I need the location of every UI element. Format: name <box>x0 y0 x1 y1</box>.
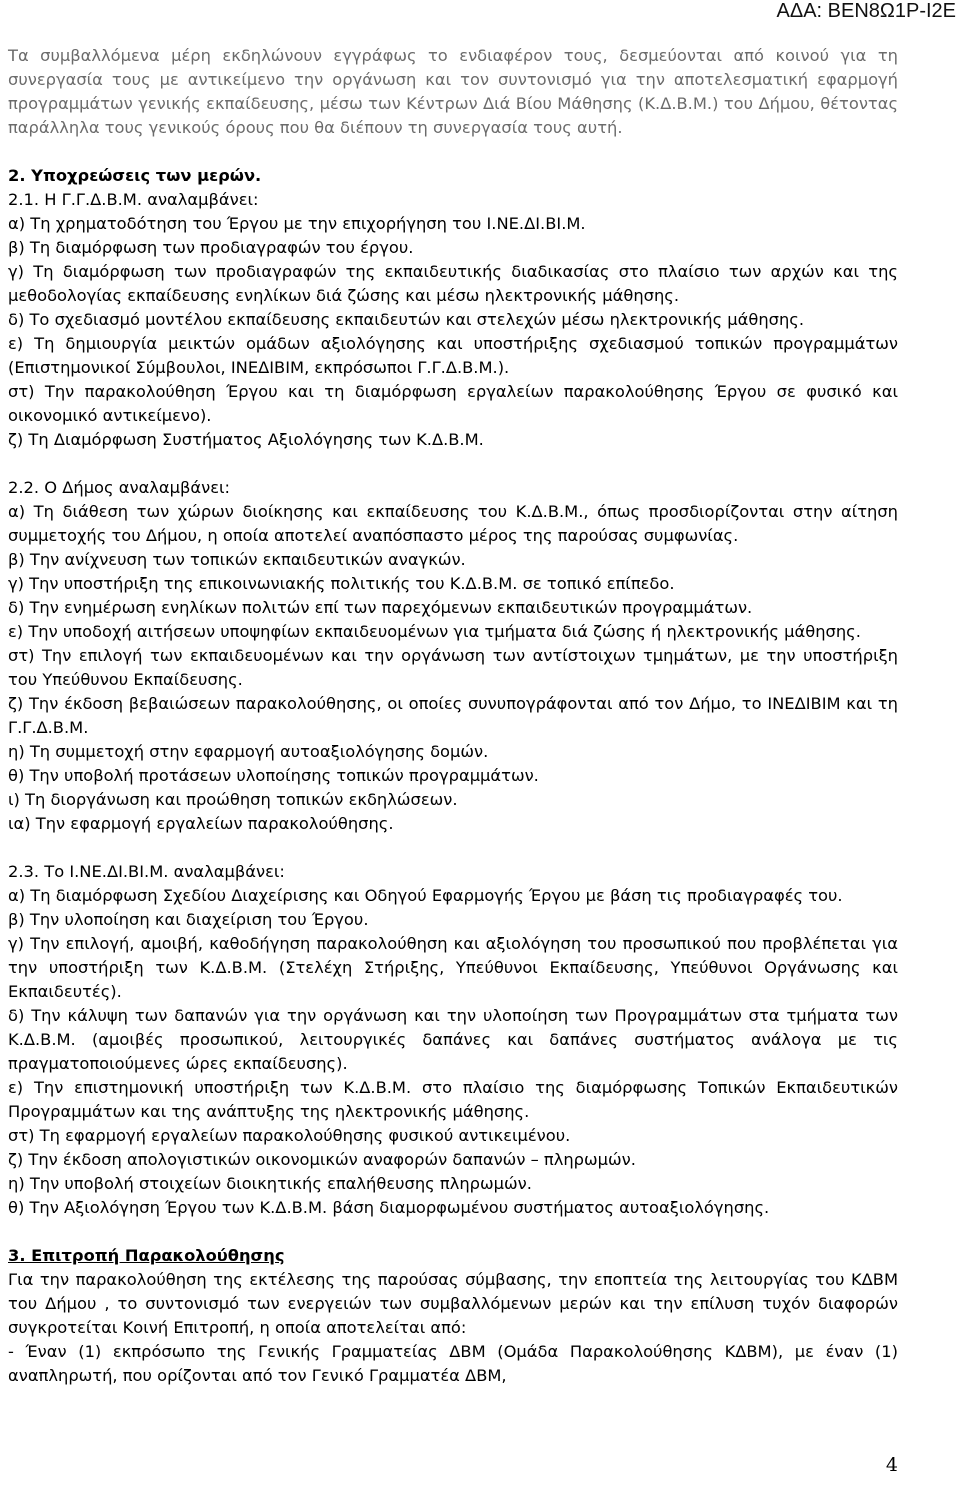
list-item: στ) Την παρακολούθηση Έργου και τη διαμόρφωση εργαλείων παρακολούθησης Έργου σε φυσικό και οικονομικό αντικείμενο). <box>8 382 898 425</box>
list-item: ι) Τη διοργάνωση και προώθηση τοπικών εκδηλώσεων. <box>8 790 458 809</box>
section-2-1-list <box>8 212 898 452</box>
section-2-heading: 2. Υποχρεώσεις των μερών. <box>8 166 262 185</box>
list-item: ζ) Την έκδοση βεβαιώσεων παρακολούθησης, οι οποίες συνυπογράφονται από τον Δήμο, το ΙΝΕΔΙΒΙΜ και τη Γ.Γ.Δ.Β.Μ. <box>8 694 898 737</box>
list-item: δ) Το σχεδιασμό μοντέλου εκπαίδευσης εκπαιδευτών και στελεχών μέσω ηλεκτρονικής μάθησης. <box>8 310 805 329</box>
list-item: στ) Τη εφαρμογή εργαλείων παρακολούθησης φυσικού αντικειμένου. <box>8 1126 571 1145</box>
list-item: β) Τη διαμόρφωση των προδιαγραφών του έργου. <box>8 238 414 257</box>
list-item: η) Τη συμμετοχή στην εφαρμογή αυτοαξιολόγησης δομών. <box>8 742 489 761</box>
list-item: β) Την ανίχνευση των τοπικών εκπαιδευτικών αναγκών. <box>8 550 466 569</box>
document-code: ΑΔΑ: ΒΕΝ8Ω1Ρ-Ι2Ε <box>776 0 956 22</box>
list-item: γ) Τη διαμόρφωση των προδιαγραφών της εκπαιδευτικής διαδικασίας στο πλαίσιο των αρχών και της μεθοδολογίας εκπαίδευσης ενηλίκων διά ζώσης και μέσω ηλεκτρονικής μάθησης. <box>8 262 898 305</box>
list-item: ε) Την υποδοχή αιτήσεων υποψηφίων εκπαιδευομένων για τμήματα διά ζώσης ή ηλεκτρονικής μάθησης. <box>8 622 861 641</box>
section-2-1-heading: 2.1. Η Γ.Γ.Δ.Β.Μ. αναλαμβάνει: <box>8 190 259 209</box>
page-number: 4 <box>885 1454 898 1476</box>
list-item: η) Την υποβολή στοιχείων διοικητικής επαλήθευσης πληρωμών. <box>8 1174 532 1193</box>
list-item: γ) Την επιλογή, αμοιβή, καθοδήγηση παρακολούθηση και αξιολόγηση του προσωπικού που προβλέπεται για την υποστήριξη των Κ.Δ.Β.Μ. (Στελέχη Στήριξης, Υπεύθυνοι Εκπαίδευσης, Υπεύθυνοι Οργάνωσης και Εκπαιδευτές). <box>8 934 898 1001</box>
list-item: ια) Την εφαρμογή εργαλείων παρακολούθησης. <box>8 814 394 833</box>
list-item: β) Την υλοποίηση και διαχείριση του Έργου. <box>8 910 369 929</box>
list-item: α) Τη χρηματοδότηση του Έργου με την επιχορήγηση του Ι.ΝΕ.ΔΙ.ΒΙ.Μ. <box>8 214 586 233</box>
section-2-2-heading: 2.2. Ο Δήμος αναλαμβάνει: <box>8 478 231 497</box>
list-item: ε) Τη δημιουργία μεικτών ομάδων αξιολόγησης και υποστήριξης σχεδιασμού τοπικών προγραμμάτων (Επιστημονικοί Σύμβουλοι, ΙΝΕΔΙΒΙΜ, εκπρόσωποι Γ.Γ.Δ.Β.Μ.). <box>8 334 898 377</box>
section-3-heading: 3. Επιτροπή Παρακολούθησης <box>8 1246 285 1265</box>
section-2-3-list <box>8 884 898 1220</box>
list-item: α) Τη διάθεση των χώρων διοίκησης και εκπαίδευσης του Κ.Δ.Β.Μ., όπως προσδιορίζονται στην αίτηση συμμετοχής του Δήμου, η οποία αποτελεί αναπόσπαστο μέρος της παρούσας συμφωνίας. <box>8 502 898 545</box>
section-3-text: Για την παρακολούθηση της εκτέλεσης της παρούσας σύμβασης, την εποπτεία της λειτουργίας του ΚΔΒΜ του Δήμου , το συντονισμό των ενεργειών των συμβαλλόμενων μερών και την επίλυση τυχόν διαφορών συγκροτείται Κοινή Επιτροπή, η οποία αποτελείται από: <box>8 1270 898 1337</box>
list-item: ζ) Την έκδοση απολογιστικών οικονομικών αναφορών δαπανών – πληρωμών. <box>8 1150 636 1169</box>
list-item: ε) Την επιστημονική υποστήριξη των Κ.Δ.Β.Μ. στο πλαίσιο της διαμόρφωσης Τοπικών Εκπαιδευτικών Προγραμμάτων και της ανάπτυξης της ηλεκτρονικής μάθησης. <box>8 1078 898 1121</box>
list-item: θ) Την υποβολή προτάσεων υλοποίησης τοπικών προγραμμάτων. <box>8 766 539 785</box>
section-2-2-list <box>8 500 898 836</box>
section-3-bullet: - Έναν (1) εκπρόσωπο της Γενικής Γραμματείας ΔΒΜ (Ομάδα Παρακολούθησης ΚΔΒΜ), με έναν (1) αναπληρωτή, που ορίζονται από τον Γενικό Γραμματέα ΔΒΜ, <box>8 1342 898 1385</box>
list-item: δ) Την ενημέρωση ενηλίκων πολιτών επί των παρεχόμενων εκπαιδευτικών προγραμμάτων. <box>8 598 753 617</box>
list-item: α) Τη διαμόρφωση Σχεδίου Διαχείρισης και Οδηγού Εφαρμογής Έργου με βάση τις προδιαγραφές του. <box>8 886 843 905</box>
list-item: ζ) Τη Διαμόρφωση Συστήματος Αξιολόγησης των Κ.Δ.Β.Μ. <box>8 430 484 449</box>
list-item: στ) Την επιλογή των εκπαιδευομένων και την οργάνωση των αντίστοιχων τμημάτων, με την υποστήριξη του Υπεύθυνου Εκπαίδευσης. <box>8 646 898 689</box>
list-item: δ) Την κάλυψη των δαπανών για την οργάνωση και την υλοποίηση των Προγραμμάτων στα τμήματα των Κ.Δ.Β.Μ. (αμοιβές προσωπικού, λειτουργικές δαπάνες και δαπάνες συστήματος ανάλογα με τις πραγματοποιούμενες ώρες εκπαίδευσης). <box>8 1006 898 1073</box>
list-item: θ) Την Αξιολόγηση Έργου των Κ.Δ.Β.Μ. βάση διαμορφωμένου συστήματος αυτοαξιολόγησης. <box>8 1198 770 1217</box>
list-item: γ) Την υποστήριξη της επικοινωνιακής πολιτικής του Κ.Δ.Β.Μ. σε τοπικό επίπεδο. <box>8 574 675 593</box>
section-2-3-heading: 2.3. Το Ι.ΝΕ.ΔΙ.ΒΙ.Μ. αναλαμβάνει: <box>8 862 285 881</box>
intro-paragraph: Τα συμβαλλόμενα μέρη εκδηλώνουν εγγράφως το ενδιαφέρον τους, δεσμεύονται από κοινού για τη συνεργασία τους με αντικείμενο την οργάνωση και τον συντονισμό για την αποτελεσματική εφαρμογή προγραμμάτων γενικής εκπαίδευσης, μέσω των Κέντρων Διά Βίου Μάθησης (Κ.Δ.Β.Μ.) του Δήμου, θέτοντας παράλληλα τους γενικούς όρους που θα διέπουν τη συνεργασία τους αυτή. <box>8 46 898 138</box>
document-body <box>8 164 898 1388</box>
